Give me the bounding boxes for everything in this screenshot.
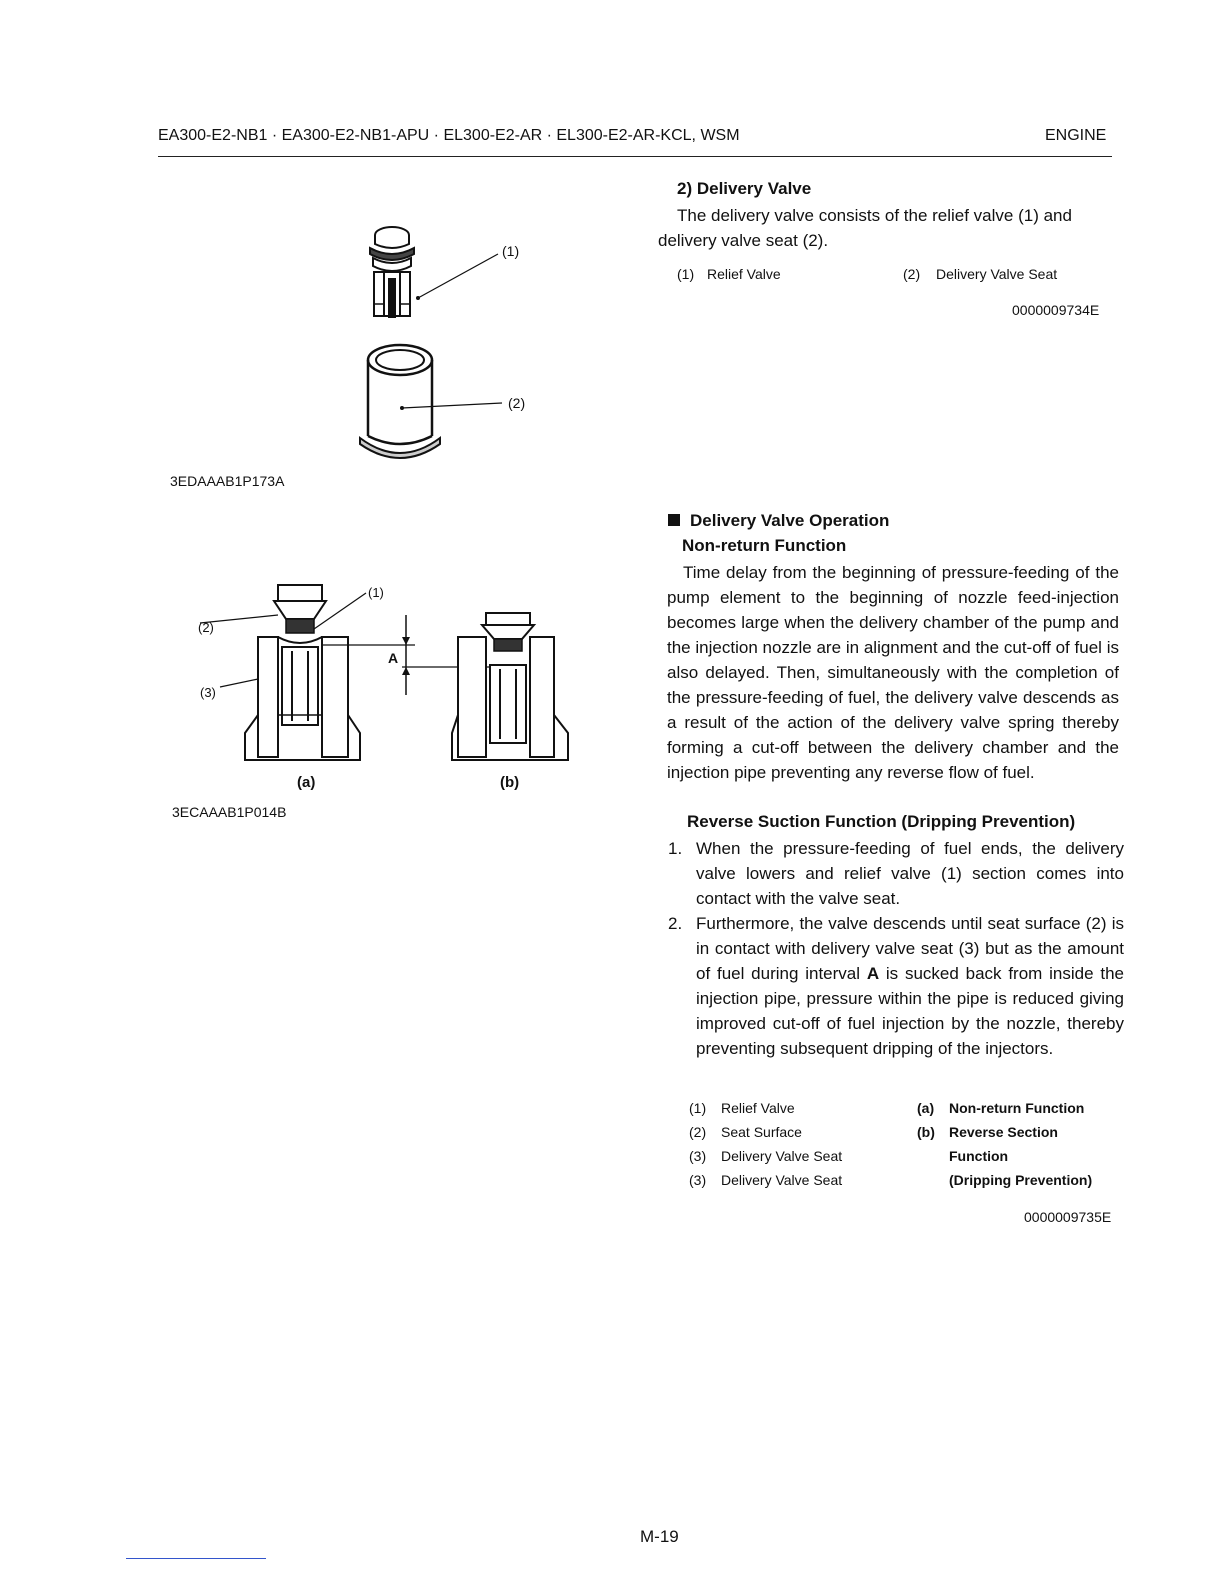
header-rule (158, 156, 1112, 157)
op-callout-1: (1) (368, 585, 384, 600)
delivery-valve-title: 2) Delivery Valve (677, 179, 812, 198)
header-models: EA300-E2-NB1 · EA300-E2-NB1-APU · EL300-E2-AR · EL300-E2-AR-KCL, WSM (158, 127, 740, 144)
delivery-valve-figure (340, 220, 540, 470)
subtitle-non-return: Non-return Function (682, 536, 847, 555)
operation-legend-right (917, 1100, 1117, 1196)
legend-label: Relief Valve (721, 1100, 795, 1116)
legend-key: (1) (677, 266, 695, 282)
op-label-b: (b) (500, 774, 520, 791)
legend-item (677, 266, 781, 282)
legend-label: Seat Surface (721, 1124, 802, 1140)
legend-item (903, 266, 1057, 282)
step-number: 1. (668, 839, 683, 858)
step-text: Furthermore, the valve descends until seat surface (2) is in contact with delivery valve seat (3) but as the amount of fuel during interval (696, 914, 1124, 983)
legend-key: (2) (689, 1124, 707, 1140)
callout-2: (2) (508, 395, 526, 411)
legend-label: (Dripping Prevention) (949, 1172, 1093, 1188)
op-callout-2: (2) (198, 620, 214, 635)
list-item (668, 911, 1124, 1061)
subtitle-reverse-suction: Reverse Suction Function (Dripping Prevention) (687, 812, 1076, 831)
legend-key: (3) (689, 1172, 707, 1188)
legend-item (689, 1100, 899, 1124)
non-return-paragraph: Time delay from the beginning of pressure-feeding of the pump element to the beginning of nozzle feed-injection becomes large when the delivery chamber of the pump and the injection nozzle are in alignment and the cut-off of fuel is also delayed. Then, simultaneously with the completion of the pressure-feeding of fuel, the delivery valve descends as a result of the action of the delivery valve spring thereby forming a cut-off between the delivery chamber and the injection pipe preventing any reverse flow of fuel. (667, 563, 1119, 782)
op-label-a: (a) (297, 774, 316, 791)
legend-label: Delivery Valve Seat (936, 266, 1058, 282)
delivery-valve-text: The delivery valve consists of the relief valve (1) and delivery valve seat (2). (658, 206, 1072, 250)
operation-title-text: Delivery Valve Operation (690, 511, 890, 530)
legend-key: (1) (689, 1100, 707, 1116)
list-item (668, 836, 1124, 911)
legend-label: Relief Valve (707, 266, 781, 282)
legend-label: Delivery Valve Seat (721, 1172, 843, 1188)
callout-1: (1) (502, 243, 520, 259)
operation-title (668, 511, 889, 531)
legend-item (689, 1172, 899, 1196)
legend-key: (a) (917, 1100, 935, 1116)
legend-item (917, 1100, 1117, 1124)
section-code-1: 0000009734E (1012, 302, 1100, 318)
legend-label: Non-return Function (949, 1100, 1085, 1116)
legend-key: (3) (689, 1148, 707, 1164)
legend-item (917, 1172, 1117, 1196)
steps-list (668, 836, 1124, 1061)
legend-item (689, 1148, 899, 1172)
header-section: ENGINE (1045, 127, 1107, 144)
step-text: When the pressure-feeding of fuel ends, the delivery valve lowers and relief valve (1) section comes into contact with the valve seat. (696, 839, 1124, 908)
step-number: 2. (668, 914, 683, 933)
section-code-2: 0000009735E (1024, 1209, 1112, 1225)
legend-label: Function (949, 1148, 1009, 1164)
legend-key: (2) (903, 266, 921, 282)
legend-item (917, 1124, 1117, 1148)
valve-operation-figure (190, 575, 580, 800)
step-text-cont: is sucked back from inside the injection pipe, pressure within the pipe is reduced giving improved cut-off of fuel injection by the nozzle, thereby preventing subsequent dripping of the injectors. (696, 964, 1124, 1058)
interval-label: A (866, 964, 880, 983)
square-bullet-icon (668, 514, 680, 526)
figure-code-1: 3EDAAAB1P173A (170, 473, 285, 489)
page-number: M-19 (640, 1527, 679, 1546)
legend-item (917, 1148, 1117, 1172)
operation-legend-left (689, 1100, 899, 1196)
figure-code-2: 3ECAAAB1P014B (172, 804, 287, 820)
legend-label: Reverse Section (949, 1124, 1058, 1140)
op-callout-A: A (388, 650, 399, 666)
footer-link-rule (126, 1558, 266, 1559)
legend-item (689, 1124, 899, 1148)
legend-key: (b) (917, 1124, 935, 1140)
legend-label: Delivery Valve Seat (721, 1148, 843, 1164)
op-callout-3: (3) (200, 685, 216, 700)
